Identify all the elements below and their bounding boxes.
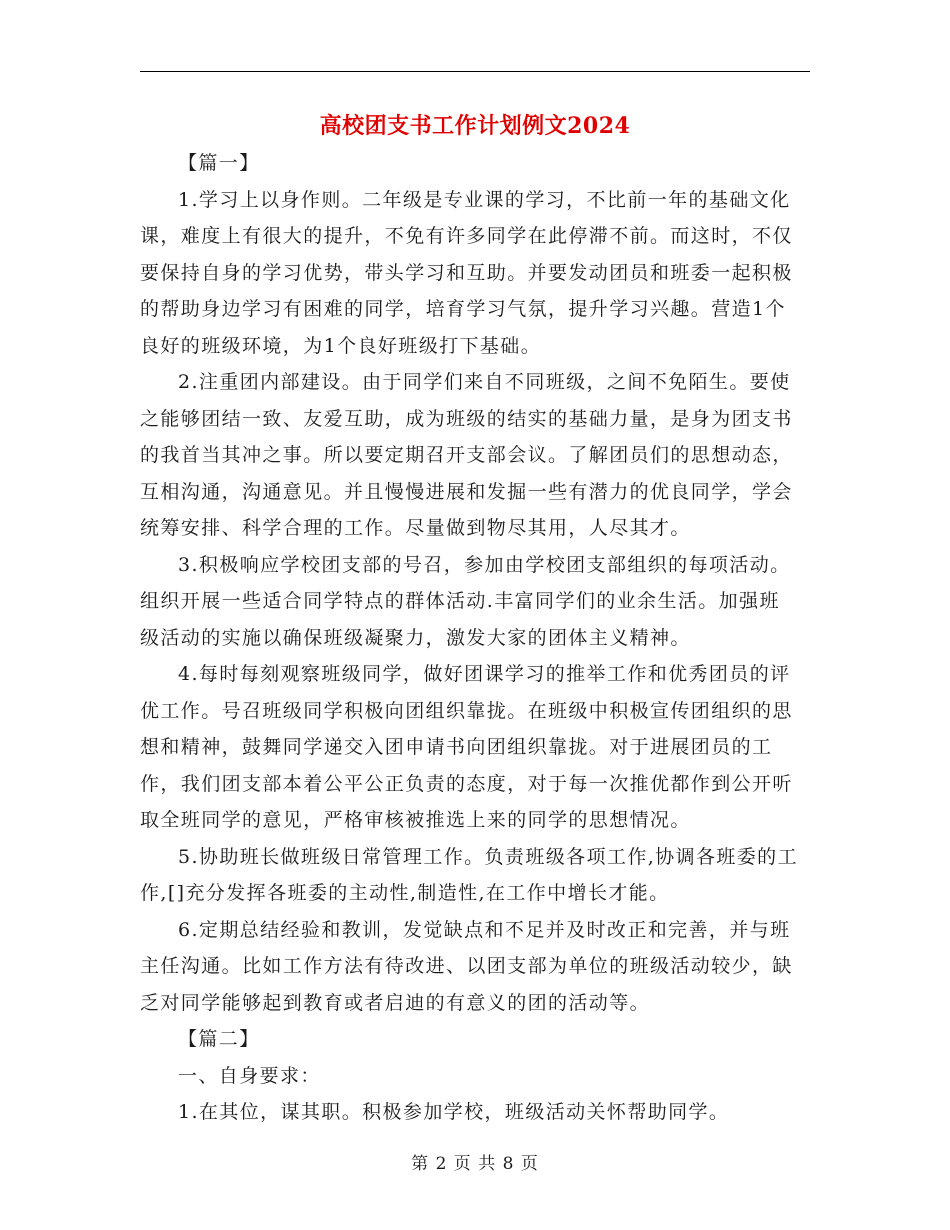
paragraph-5: 5.协助班长做班级日常管理工作。负责班级各项工作,协调各班委的工作,[]充分发挥各班委的主动性,制造性,在工作中增长才能。 [140, 845, 798, 904]
section-heading-2: 【篇二】 [178, 1028, 260, 1050]
section-heading-1: 【篇一】 [178, 152, 260, 174]
document-title: 高校团支书工作计划例文2024 [319, 113, 631, 139]
paragraph-7: 1.在其位，谋其职。积极参加学校，班级活动关怀帮助同学。 [178, 1101, 730, 1123]
paragraph-1: 1.学习上以身作则。二年级是专业课的学习，不比前一年的基础文化课，难度上有很大的提升，不免有许多同学在此停滞不前。而这时，不仅要保持自身的学习优势，带头学习和互助。并要发动团员和班委一起积极的帮助身边学习有困难的同学，培育学习气氛，提升学习兴趣。营造1个良好的班级环境，为1个良好班级打下基础。 [140, 188, 793, 357]
document-body [140, 145, 800, 1131]
paragraph-6: 6.定期总结经验和教训，发觉缺点和不足并及时改正和完善，并与班主任沟通。比如工作方法有待改进、以团支部为单位的班级活动较少，缺乏对同学能够起到教育或者启迪的有意义的团的活动等。 [140, 918, 793, 1014]
paragraph-2: 2.注重团内部建设。由于同学们来自不同班级，之间不免陌生。要使之能够团结一致、友爱互助，成为班级的结实的基础力量，是身为团支书的我首当其冲之事。所以要定期召开支部会议。了解团员们的思想动态，互相沟通，沟通意见。并且慢慢进展和发掘一些有潜力的优良同学，学会统筹安排、科学合理的工作。尽量做到物尽其用，人尽其才。 [140, 371, 793, 539]
page-number-footer: 第 2 页 共 8 页 [411, 1154, 539, 1174]
subsection-heading: 一、自身要求： [178, 1064, 321, 1087]
paragraph-4: 4.每时每刻观察班级同学，做好团课学习的推举工作和优秀团员的评优工作。号召班级同学积极向团组织靠拢。在班级中积极宣传团组织的思想和精神，鼓舞同学递交入团申请书向团组织靠拢。对于进展团员的工作，我们团支部本着公平公正负责的态度，对于每一次推优都作到公开听取全班同学的意见，严格审核被推选上来的同学的思想情况。 [140, 663, 793, 831]
paragraph-3: 3.积极响应学校团支部的号召，参加由学校团支部组织的每项活动。组织开展一些适合同学特点的群体活动.丰富同学们的业余生活。加强班级活动的实施以确保班级凝聚力，激发大家的团体主义精神。 [140, 553, 791, 649]
header-rule [140, 71, 810, 72]
